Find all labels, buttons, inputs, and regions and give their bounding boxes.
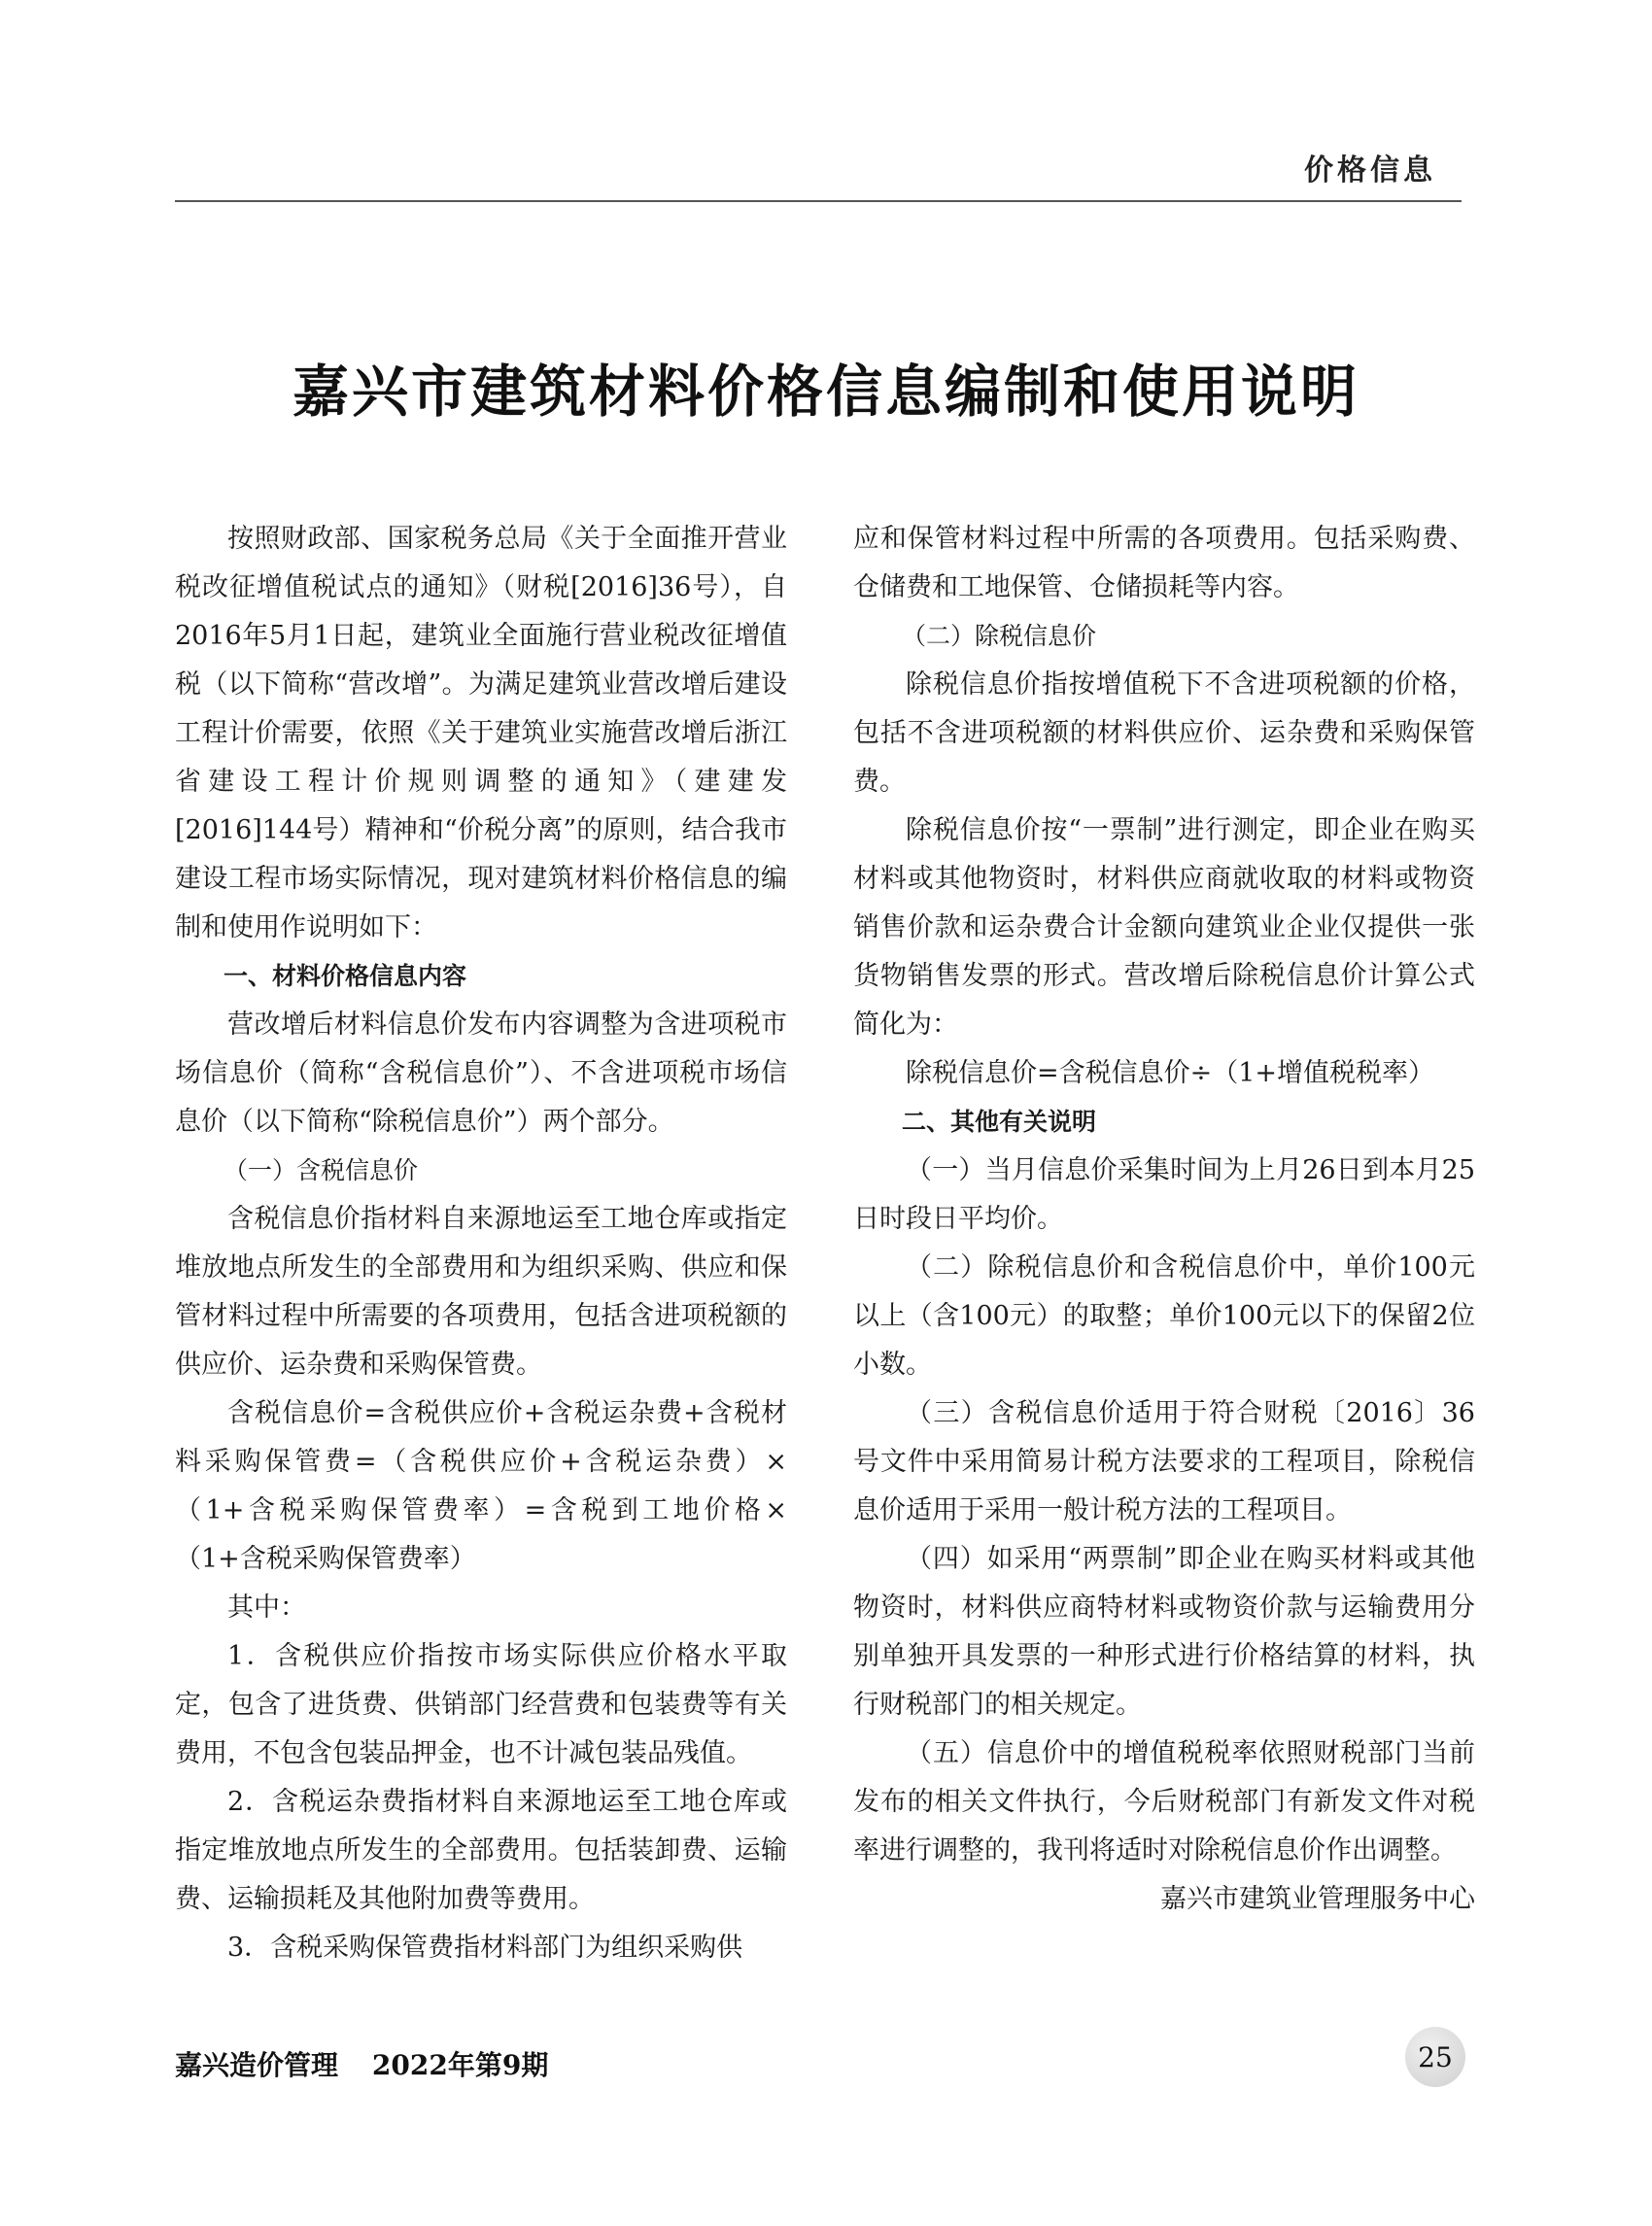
list-item: 1．含税供应价指按市场实际供应价格水平取定，包含了进货费、供销部门经营费和包装费等有关费用，不包含包装品押金，也不计减包装品残值。 bbox=[175, 1641, 787, 1768]
left-column bbox=[175, 515, 787, 1972]
formula-paragraph: 除税信息价=含税信息价÷（1+增值税税率） bbox=[906, 1058, 1435, 1088]
list-item: （二）除税信息价和含税信息价中，单价100元以上（含100元）的取整；单价100元以下的保留2位小数。 bbox=[853, 1252, 1475, 1380]
list-item: 3．含税采购保管费指材料部门为组织采购供 bbox=[227, 1933, 743, 1963]
list-item: （四）如采用“两票制”即企业在购买材料或其他物资时，材料供应商特材料或物资价款与运输费用分别单独开具发票的一种形式进行价格结算的材料，执行财税部门的相关规定。 bbox=[853, 1544, 1475, 1720]
subsection-heading: （二）除税信息价 bbox=[902, 622, 1097, 650]
paragraph: 应和保管材料过程中所需的各项费用。包括采购费、仓储费和工地保管、仓储损耗等内容。 bbox=[853, 524, 1475, 602]
footer bbox=[175, 2044, 548, 2083]
issue-number: 2022年第9期 bbox=[371, 2049, 549, 2081]
section-label: 价格信息 bbox=[1304, 154, 1436, 188]
paragraph: 其中： bbox=[227, 1592, 306, 1623]
right-column bbox=[853, 515, 1475, 1924]
signature: 嘉兴市建筑业管理服务中心 bbox=[1160, 1884, 1475, 1914]
formula-paragraph: 含税信息价=含税供应价+含税运杂费+含税材料采购保管费=（含税供应价+含税运杂费）×（1+含税采购保管费率）=含税到工地价格×（1+含税采购保管费率） bbox=[175, 1398, 787, 1574]
magazine-name: 嘉兴造价管理 bbox=[175, 2049, 339, 2081]
list-item: 2．含税运杂费指材料自来源地运至工地仓库或指定堆放地点所发生的全部费用。包括装卸费、运输费、运输损耗及其他附加费等费用。 bbox=[175, 1787, 787, 1914]
page-title: 嘉兴市建筑材料价格信息编制和使用说明 bbox=[292, 359, 1359, 425]
subsection-heading: （一）含税信息价 bbox=[224, 1156, 419, 1184]
paragraph: 含税信息价指材料自来源地运至工地仓库或指定堆放地点所发生的全部费用和为组织采购、供应和保管材料过程中所需要的各项费用，包括含进项税额的供应价、运杂费和采购保管费。 bbox=[175, 1204, 787, 1380]
paragraph: 按照财政部、国家税务总局《关于全面推开营业税改征增值税试点的通知》（财税[2016]36号），自2016年5月1日起，建筑业全面施行营业税改征增值税（以下简称“营改增”。为满足建筑业营改增后建设工程计价需要，依照《关于建筑业实施营改增后浙江省建设工程计价规则调整的通知》（建建发[2016]144号）精神和“价税分离”的原则，结合我市建设工程市场实际情况，现对建筑材料价格信息的编制和使用作说明如下： bbox=[175, 524, 787, 942]
list-item: （三）含税信息价适用于符合财税〔2016〕36号文件中采用简易计税方法要求的工程项目，除税信息价适用于采用一般计税方法的工程项目。 bbox=[853, 1398, 1475, 1525]
list-item: （五）信息价中的增值税税率依照财税部门当前发布的相关文件执行，今后财税部门有新发文件对税率进行调整的，我刊将适时对除税信息价作出调整。 bbox=[853, 1738, 1475, 1866]
header-divider bbox=[175, 200, 1462, 202]
paragraph: 营改增后材料信息价发布内容调整为含进项税市场信息价（简称“含税信息价”）、不含进项税市场信息价（以下简称“除税信息价”）两个部分。 bbox=[175, 1010, 787, 1137]
list-item: （一）当月信息价采集时间为上月26日到本月25日时段日平均价。 bbox=[853, 1155, 1475, 1234]
section-heading: 一、材料价格信息内容 bbox=[224, 962, 467, 990]
page-number: 25 bbox=[1405, 2027, 1465, 2087]
paragraph: 除税信息价按“一票制”进行测定，即企业在购买材料或其他物资时，材料供应商就收取的材料或物资销售价款和运杂费合计金额向建筑业企业仅提供一张货物销售发票的形式。营改增后除税信息价计算公式简化为： bbox=[853, 815, 1475, 1040]
paragraph: 除税信息价指按增值税下不含进项税额的价格，包括不含进项税额的材料供应价、运杂费和采购保管费。 bbox=[853, 669, 1475, 797]
section-heading: 二、其他有关说明 bbox=[902, 1108, 1097, 1136]
